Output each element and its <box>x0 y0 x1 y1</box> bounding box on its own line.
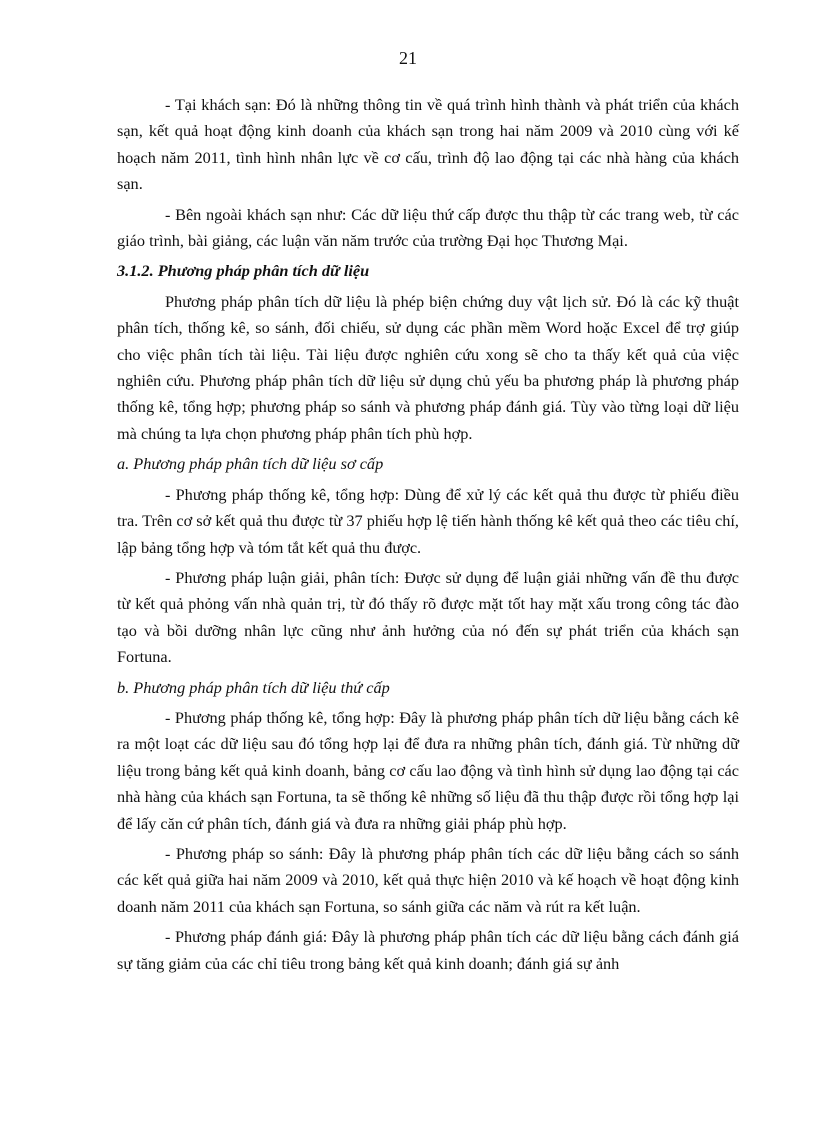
paragraph-external-data: - Bên ngoài khách sạn như: Các dữ liệu thứ cấp được thu thập từ các trang web, từ các giáo trình, bài giảng, các luận văn năm trước của trường Đại học Thương Mại. <box>117 204 739 251</box>
paragraph-primary-interpretation: - Phương pháp luận giải, phân tích: Được sử dụng để luận giải những vấn đề thu được từ kết quả phỏng vấn nhà quản trị, từ đó thấy rõ được mặt tốt hay mặt xấu trong công tác đào tạo và bồi dưỡng nhân lực cũng như ảnh hưởng của nó đến sự phát triển của khách sạn Fortuna. <box>117 567 739 667</box>
paragraph-primary-statistics: - Phương pháp thống kê, tổng hợp: Dùng để xử lý các kết quả thu được từ phiếu điều tra. Trên cơ sở kết quả thu được từ 37 phiếu hợp lệ tiến hành thống kê kết quả theo các tiêu chí, lập bảng tổng hợp và tóm tắt kết quả thu được. <box>117 484 739 557</box>
subheading-a-primary-data: a. Phương pháp phân tích dữ liệu sơ cấp <box>117 454 384 474</box>
paragraph-hotel-internal-data: - Tại khách sạn: Đó là những thông tin về quá trình hình thành và phát triển của khách sạn, kết quả hoạt động kinh doanh của khách sạn trong hai năm 2009 và 2010 cùng với kế hoạch năm 2011, tình hình nhân lực về cơ cấu, trình độ lao động tại các nhà hàng của khách sạn. <box>117 95 739 194</box>
subheading-b-secondary-data: b. Phương pháp phân tích dữ liệu thứ cấp <box>117 677 390 697</box>
paragraph-secondary-evaluation: - Phương pháp đánh giá: Đây là phương pháp phân tích các dữ liệu bằng cách đánh giá sự tăng giảm của các chỉ tiêu trong bảng kết quả kinh doanh; đánh giá sự ảnh <box>117 927 739 973</box>
paragraph-secondary-statistics: - Phương pháp thống kê, tổng hợp: Đây là phương pháp phân tích dữ liệu bằng cách kê ra một loạt các dữ liệu sau đó tổng hợp lại để đưa ra những phân tích, đánh giá. Từ những dữ liệu trong bảng kết quả kinh doanh, bảng cơ cấu lao động và tình hình sử dụng lao động tại các nhà hàng của khách sạn Fortuna, ta sẽ thống kê những số liệu đã thu thập được rồi tổng hợp lại để lấy căn cứ phân tích, đánh giá và đưa ra những giải pháp phù hợp. <box>117 707 739 833</box>
page-number: 21 <box>399 48 417 68</box>
paragraph-secondary-comparison: - Phương pháp so sánh: Đây là phương pháp phân tích các dữ liệu bằng cách so sánh các kết quả giữa hai năm 2009 và 2010, kết quả thực hiện 2010 và kế hoạch về hoạt động kinh doanh năm 2011 của khách sạn Fortuna, so sánh giữa các năm và rút ra kết luận. <box>117 843 739 916</box>
document-body <box>117 92 739 981</box>
section-heading-3-1-2: 3.1.2. Phương pháp phân tích dữ liệu <box>117 261 370 281</box>
paragraph-analysis-method-intro: Phương pháp phân tích dữ liệu là phép biện chứng duy vật lịch sử. Đó là các kỹ thuật phân tích, thống kê, so sánh, đối chiếu, sử dụng các phần mềm Word hoặc Excel để trợ giúp cho việc phân tích tài liệu. Tài liệu được nghiên cứu xong sẽ cho ta thấy kết quả của việc nghiên cứu. Phương pháp phân tích dữ liệu sử dụng chủ yếu ba phương pháp là phương pháp thống kê, tổng hợp; phương pháp so sánh và phương pháp đánh giá. Tùy vào từng loại dữ liệu mà chúng ta lựa chọn phương pháp phân tích phù hợp. <box>117 291 739 443</box>
